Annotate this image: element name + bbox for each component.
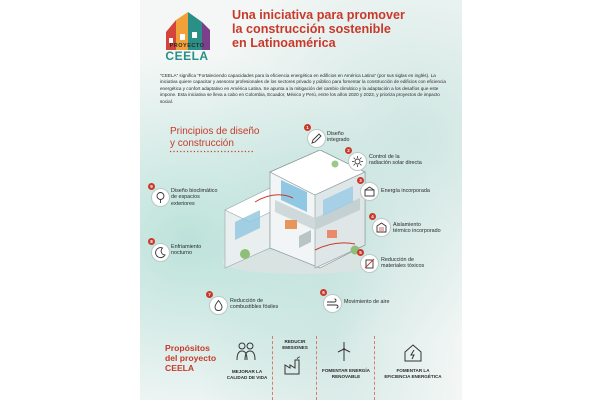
principle-icon-4-frame xyxy=(372,218,391,237)
principle-number-5: 5 xyxy=(357,249,364,256)
intro-paragraph: “CEELA” significa “Fortaleciendo capacidades para la eficiencia energética en edificios en América Latina” (por sus siglas en inglés). La iniciativa quiere capacitar y asesorar profesionales de los sectores privado y público para fomentar la construcción de edificios con eficiencia energética y confort adaptativo en América Latina. Se apunta a la mitigación del cambio climático y la adaptación a los desafíos que este impone. Esta iniciativa se lleva a cabo en Colombia, Ecuador, México y Perú, entre los años 2020 y 2023, y prioriza proyectos de impacto social. xyxy=(160,73,446,104)
air-icon xyxy=(326,297,339,310)
purpose-label-1: MEJORAR LA CALIDAD DE VIDA xyxy=(226,369,268,380)
principle-number-3: 3 xyxy=(357,177,364,184)
tree-icon xyxy=(154,191,167,204)
wind-turbine-icon xyxy=(333,340,355,362)
principle-number-9: 9 xyxy=(148,183,155,190)
insulation-icon xyxy=(375,221,388,234)
principle-label-8: Enfriamiento nocturno xyxy=(171,244,202,257)
principle-icon-3-frame xyxy=(360,182,379,201)
page-title xyxy=(232,8,457,51)
principles-title xyxy=(170,126,290,149)
moon-icon xyxy=(154,246,167,259)
principle-number-2: 2 xyxy=(345,147,352,154)
principles-title-line-1: Principios de diseño xyxy=(170,126,260,137)
principle-label-3: Energía incorporada xyxy=(381,188,430,194)
purpose-divider-1 xyxy=(272,336,274,400)
principle-icon-9-frame xyxy=(151,188,170,207)
principle-label-7: Reducción de combustibles fósiles xyxy=(230,298,279,311)
purpose-label-4: FOMENTAR LA EFICIENCIA ENERGÉTICA xyxy=(384,368,442,379)
principle-icon-6-frame xyxy=(323,294,342,313)
principle-icon-7-frame xyxy=(209,296,228,315)
title-line-1: Una iniciativa para promover xyxy=(232,8,405,22)
principle-number-6: 6 xyxy=(320,289,327,296)
principle-label-5: Reducción de materiales tóxicos xyxy=(381,257,425,270)
principle-label-2: Control de la radiación solar directa xyxy=(369,154,422,167)
title-line-3: en Latinoamérica xyxy=(232,36,336,51)
infographic-poster xyxy=(140,0,462,400)
principle-number-7: 7 xyxy=(206,291,213,298)
pencil-icon xyxy=(310,132,323,145)
principle-label-4: Aislamiento térmico incorporado xyxy=(393,222,441,235)
fuel-icon xyxy=(212,299,225,312)
principle-number-8: 8 xyxy=(148,238,155,245)
principle-icon-2-frame xyxy=(348,152,367,171)
logo-text-proyecto: PROYECTO xyxy=(169,43,205,49)
principle-icon-8-frame xyxy=(151,243,170,262)
purposes-title: Propósitos del proyecto CEELA xyxy=(165,343,217,373)
energy-icon xyxy=(363,185,376,198)
principle-label-1: Diseño integrado xyxy=(327,131,350,144)
purpose-label-3: FOMENTAR ENERGÍA RENOVABLE xyxy=(322,368,370,379)
principles-title-line-2: y construcción xyxy=(170,137,234,149)
principle-number-4: 4 xyxy=(369,213,376,220)
purpose-divider-3 xyxy=(374,336,376,400)
principle-number-1: 1 xyxy=(304,124,311,131)
principle-icon-5-frame xyxy=(360,254,379,273)
toxic-icon xyxy=(363,257,376,270)
logo-text-ceela: CEELA xyxy=(165,49,209,63)
principle-icon-1-frame xyxy=(307,129,326,148)
purpose-label-2: REDUCIR EMISIONES xyxy=(282,339,308,350)
principle-label-6: Movimiento de aire xyxy=(344,299,390,305)
title-line-2: la construcción sostenible xyxy=(232,22,391,37)
people-icon xyxy=(235,340,257,362)
sun-icon xyxy=(351,155,364,168)
efficient-house-icon xyxy=(402,341,424,363)
factory-icon xyxy=(283,354,305,376)
principle-label-9: Diseño bioclimático de espacios exteriores xyxy=(171,188,218,207)
